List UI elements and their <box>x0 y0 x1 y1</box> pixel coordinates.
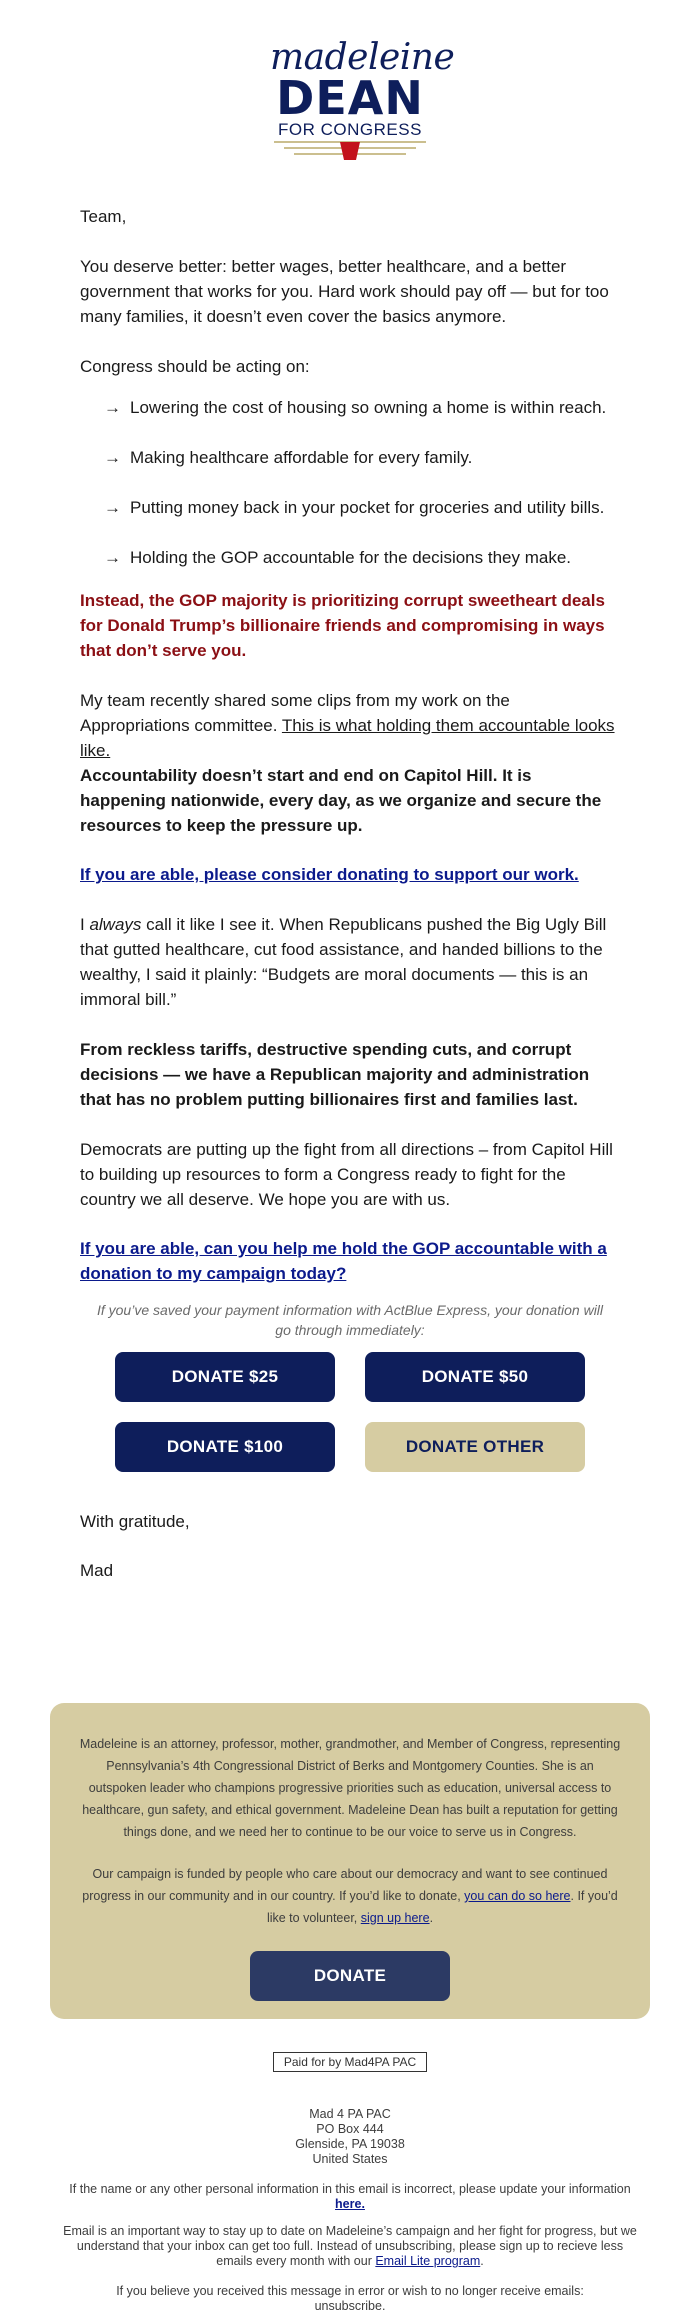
funding-text-post: . <box>429 1911 434 1925</box>
signoff: With gratitude, <box>80 1512 190 1531</box>
logo-block-name: DEAN <box>276 71 424 125</box>
donate-50-button[interactable]: DONATE $50 <box>365 1352 585 1402</box>
arrow-right-icon: → <box>104 548 121 567</box>
address-line: PO Box 444 <box>316 2122 384 2136</box>
campaign-logo <box>270 37 455 162</box>
list-item-text: Holding the GOP accountable for the decisions they make. <box>130 548 571 567</box>
big-ugly-bill-emphasis: always <box>89 915 142 934</box>
update-info-notice <box>60 2182 640 2212</box>
email-lite-post: . <box>480 2254 484 2268</box>
address-line: Glenside, PA 19038 <box>295 2137 405 2151</box>
list-item <box>104 495 624 520</box>
address-line: Mad 4 PA PAC <box>309 2107 391 2121</box>
acting-on-heading: Congress should be acting on: <box>80 357 310 376</box>
gop-warning-paragraph: Instead, the GOP majority is prioritizing corrupt sweetheart deals for Donald Trump’s billionaire friends and compromising in ways that don’t serve you. <box>80 591 605 660</box>
unsubscribe-text: If you believe you received this message in error or wish to no longer receive emails: <box>116 2284 584 2298</box>
logo-tagline: FOR CONGRESS <box>278 120 422 139</box>
paid-for-disclaimer: Paid for by Mad4PA PAC <box>273 2052 427 2072</box>
list-item-text: Putting money back in your pocket for groceries and utility bills. <box>130 498 605 517</box>
accountability-clips-link[interactable]: This is what holding them accountable looks like. <box>80 716 615 760</box>
funding-text-pre: Our campaign is funded by people who care about our democracy and want to see continued progress in our community and in our country. If you’d like to donate, <box>82 1867 608 1903</box>
democrats-fight-paragraph: Democrats are putting up the fight from all directions – from Capitol Hill to building up resources to form a Congress ready to fight for the country we all deserve. We hope you are with us. <box>80 1140 613 1209</box>
candidate-bio: Madeleine is an attorney, professor, mother, grandmother, and Member of Congress, representing Pennsylvania’s 4th Congressional District of Berks and Montgomery Counties. She is an outspoken leader who champions progressive priorities such as education, universal access to healthcare, gun safety, and ethical government. Madeleine Dean has built a reputation for getting things done, and we need her to continue to be our voice to serve us in Congress. <box>79 1737 621 1839</box>
funding-paragraph <box>78 1863 622 1929</box>
volunteer-signup-link[interactable]: sign up here <box>360 1911 430 1925</box>
big-ugly-bill-pre: I <box>80 915 90 934</box>
appropriations-text: My team recently shared some clips from my work on the Appropriations committee. <box>80 691 510 735</box>
list-item-text: Making healthcare affordable for every family. <box>130 448 473 467</box>
list-item <box>104 545 624 570</box>
list-item <box>104 445 624 470</box>
donate-campaign-link-row <box>80 1236 620 1286</box>
list-item-text: Lowering the cost of housing so owning a home is within reach. <box>130 398 607 417</box>
email-lite-text: Email is an important way to stay up to date on Madeleine’s campaign and her fight for progress, but we understand that your inbox can get too full. Instead of unsubscribing, please sign up to recieve less emails every month with our <box>63 2224 637 2268</box>
keystone-icon <box>340 142 360 160</box>
accountability-paragraph: Accountability doesn’t start and end on Capitol Hill. It is happening nationwide, every day, as we organize and secure the resources to keep the pressure up. <box>80 766 602 835</box>
donate-here-link[interactable]: you can do so here <box>464 1889 571 1903</box>
arrow-right-icon: → <box>104 398 121 417</box>
arrow-right-icon: → <box>104 448 121 467</box>
unsubscribe-link[interactable]: unsubscribe. <box>314 2299 386 2313</box>
funding-text-mid: . If you’d like to volunteer, <box>266 1889 618 1925</box>
card-donate-button[interactable]: DONATE <box>250 1951 450 2001</box>
donate-other-button[interactable]: DONATE OTHER <box>365 1422 585 1472</box>
donate-100-button[interactable]: DONATE $100 <box>115 1422 335 1472</box>
actblue-express-note: If you’ve saved your payment information with ActBlue Express, your donation will go through immediately: <box>96 1302 604 1338</box>
donate-campaign-link[interactable]: If you are able, can you help me hold the GOP accountable with a donation to my campaign today? <box>80 1239 607 1283</box>
intro-paragraph: You deserve better: better wages, better healthcare, and a better government that works for you. Hard work should pay off — but for too many families, it doesn’t even cover the basics anymore. <box>80 257 609 326</box>
big-ugly-bill-paragraph <box>80 912 620 1012</box>
arrow-right-icon: → <box>104 498 121 517</box>
appropriations-paragraph <box>80 688 620 763</box>
big-ugly-bill-text: call it like I see it. When Republicans pushed the Big Ugly Bill that gutted healthcare, cut food assistance, and handed billions to the wealthy, I said it plainly: “Budgets are moral documents — this is an immoral bill.” <box>80 915 607 1009</box>
mailing-address <box>60 2107 640 2167</box>
address-line: United States <box>312 2152 388 2166</box>
tariffs-paragraph: From reckless tariffs, destructive spending cuts, and corrupt decisions — we have a Republican majority and administration that has no problem putting billionaires first and families last. <box>80 1040 590 1109</box>
donate-support-link-row <box>80 862 620 887</box>
signature: Mad <box>80 1561 114 1580</box>
donate-25-button[interactable]: DONATE $25 <box>115 1352 335 1402</box>
about-card <box>50 1703 650 2019</box>
greeting: Team, <box>80 207 127 226</box>
list-item <box>104 395 624 420</box>
update-info-link[interactable]: here. <box>335 2197 365 2211</box>
email-lite-notice <box>60 2224 640 2269</box>
donate-support-link[interactable]: If you are able, please consider donating to support our work. <box>80 865 579 884</box>
update-info-text: If the name or any other personal information in this email is incorrect, please update your information <box>69 2182 631 2196</box>
email-lite-link[interactable]: Email Lite program <box>375 2254 481 2268</box>
logo-script-name: madeleine <box>270 37 455 78</box>
unsubscribe-notice <box>60 2284 640 2314</box>
